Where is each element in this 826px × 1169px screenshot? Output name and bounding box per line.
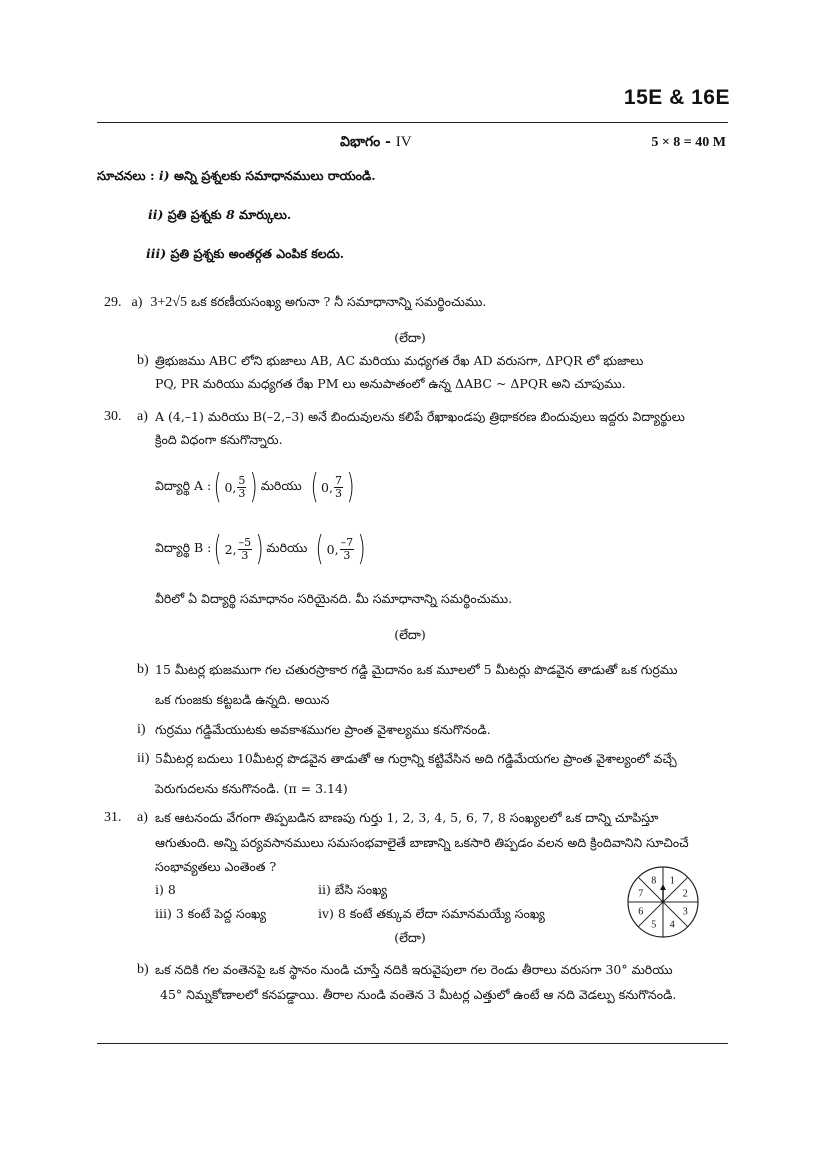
instruction-text: మార్కులు. [239, 207, 292, 222]
instruction-text: అన్ని ప్రశ్నలకు సమాధానములు రాయండి. [173, 168, 376, 183]
question-31-b-line2: 45° నిమ్నకోణాలలో కనపడ్డాయి. తీరాల నుండి వంతెన 3 మీటర్ల ఎత్తులో ఉంటే ఆ నది వెడల్పు కనుగొనండి. [160, 987, 677, 1002]
instruction-3 [146, 244, 344, 264]
point-x: 0, [224, 479, 237, 495]
student-b-label: విద్యార్థి B : [155, 539, 212, 555]
student-b-answer [155, 529, 368, 569]
question-30-a-line1: A (4,–1) మరియు B(–2,–3) అనే బిందువులను కలిపే రేఖాఖండపు త్రిథాకరణ బిందువులు ఇద్దరు విద్యార్థులు [155, 409, 685, 424]
question-29-b-line2: PQ, PR మరియు మధ్యగత రేఖ PM లు అనుపాతంలో ఉన్న ΔABC ~ ΔPQR అని చూపుము. [155, 376, 626, 391]
question-number: 31. [104, 810, 122, 825]
instructions-label: సూచనలు : [97, 168, 155, 183]
point-x: 0, [321, 479, 333, 495]
or-label: (లేదా) [394, 330, 426, 345]
question-30-b-line2: ఒక గుంజకు కట్టబడి ఉన్నది. అయిన [155, 692, 330, 707]
fraction [237, 475, 246, 500]
option-iv: iv) 8 కంటే తక్కువ లేదా సమానమయ్యే సంఖ్య [318, 906, 545, 921]
student-a-label: విద్యార్థి A : [155, 477, 212, 493]
point-1: ( 0, $\frac{5}{3}$ ) [213, 467, 259, 507]
part-label: a) [137, 810, 148, 825]
wheel-number: 4 [669, 919, 675, 931]
and-text: మరియు [260, 477, 302, 493]
wheel-number: 2 [682, 888, 688, 900]
instruction-marks: 8 [225, 207, 235, 222]
sub-label: i) [137, 722, 146, 737]
point-2: ( 0, $\frac{7}{3}$ ) [310, 467, 355, 507]
part-label: b) [137, 353, 149, 368]
bottom-divider [97, 1043, 728, 1044]
question-31-b-line1: ఒక నదికి గల వంతెనపై ఒక స్థానం నుండి చూస్తే నదికి ఇరువైపులా గల రెండు తీరాలు వరుసగా 30° మరియు [155, 962, 673, 977]
instruction-1 [97, 166, 376, 186]
part-label: a) [131, 295, 143, 310]
wheel-number: 3 [682, 906, 688, 918]
fraction [340, 537, 355, 562]
question-30-a-line3: వీరిలో ఏ విద్యార్థి సమాధానం సరియైనది. మీ సమాధానాన్ని సమర్థించుము. [155, 591, 513, 606]
wheel-number: 8 [651, 875, 657, 887]
question-31-a-line2: ఆగుతుంది. అన్ని పర్యవసానములు సమసంభవాలైతే బాణాన్ని ఒకసారి తిప్పడం వలన అది క్రిందివానిని సూచించే [155, 835, 689, 850]
instruction-2 [148, 205, 291, 225]
wheel-number: 5 [651, 919, 657, 931]
denominator: 3 [238, 486, 246, 500]
question-31-a-line1: ఒక ఆటనందు వేగంగా తిప్పబడిన బాణపు గుర్తు 1, 2, 3, 4, 5, 6, 7, 8 సంఖ్యలలో ఒక దాన్ని చూపిస్తూ [155, 810, 659, 825]
question-text: ఒక కరణీయసంఖ్య అగునా ? నీ సమాధానాన్ని సమర్థించుము. [190, 294, 487, 309]
section-title [340, 134, 412, 153]
question-number: 29. [104, 295, 122, 310]
question-30-a-line2: క్రింది విధంగా కనుగొన్నారు. [155, 432, 283, 447]
denominator: 3 [334, 486, 342, 500]
denominator: 3 [343, 548, 351, 562]
part-label: b) [137, 662, 149, 677]
wheel-number: 1 [669, 875, 675, 887]
or-label: (లేదా) [394, 930, 426, 945]
paper-code: 15E & 16E [623, 86, 730, 109]
question-31-a-line3: సంభావ్యతలు ఎంతెంత ? [155, 859, 277, 874]
section-marks: 5 × 8 = 40 M [651, 135, 726, 150]
section-title-text: విభాగం - [340, 134, 391, 150]
option-i: i) 8 [155, 882, 176, 897]
question-30-b-i: గుర్రము గడ్డిమేయుటకు అవకాశముగల ప్రాంత వైశాల్యము కనుగొనండి. [155, 722, 491, 737]
point-2: ( 0, $\frac{-7}{3}$ ) [316, 529, 366, 569]
student-a-answer [155, 467, 357, 507]
question-number: 30. [104, 409, 122, 424]
numerator: –5 [238, 535, 252, 549]
point-x: 0, [326, 541, 339, 557]
question-30-b-ii-line1: 5మీటర్ల బదులు 10మీటర్ల పొడవైన తాడుతో ఆ గుర్రాన్ని కట్టివేసిన అది గడ్డిమేయగల ప్రాంత వైశాల్యంలో వచ్చే [155, 751, 677, 766]
or-label: (లేదా) [394, 627, 426, 642]
numerator: 5 [238, 473, 246, 487]
point-1: ( 2, $\frac{-5}{3}$ ) [214, 529, 264, 569]
denominator: 3 [241, 548, 249, 562]
spinner-arrow-head [660, 884, 666, 890]
sub-label: ii) [137, 751, 150, 766]
question-30-b-line1: 15 మీటర్ల భుజముగా గల చతురస్రాకార గడ్డి మైదానం ఒక మూలలో 5 మీటర్లు పొడవైన తాడుతో ఒక గుర్రము [155, 662, 678, 677]
and-text: మరియు [266, 539, 308, 555]
instruction-num: i) [158, 168, 170, 183]
point-x: 2, [224, 541, 237, 557]
instruction-num: ii) [148, 207, 164, 222]
spinner-wheel [625, 864, 701, 940]
section-roman: IV [395, 134, 412, 150]
fraction [334, 475, 343, 500]
option-ii: ii) బేసి సంఖ్య [318, 882, 388, 897]
question-29-a [104, 292, 486, 313]
question-30-b-ii-line2: పెరుగుదలను కనుగొనండి. (π = 3.14) [155, 781, 348, 796]
part-label: b) [137, 962, 149, 977]
question-29-b-line1: త్రిభుజము ABC లోని భుజాలు AB, AC మరియు మధ్యగత రేఖ AD వరుసగా, ΔPQR లో భుజాలు [155, 353, 644, 368]
numerator: –7 [340, 535, 354, 549]
part-label: a) [137, 409, 148, 424]
math-expression: 3+2√5 [150, 295, 187, 310]
fraction [238, 537, 253, 562]
top-divider [97, 122, 728, 123]
instruction-text: ప్రతి ప్రశ్నకు [167, 207, 222, 222]
wheel-number: 6 [638, 906, 644, 918]
instruction-num: iii) [146, 246, 167, 261]
instruction-text: ప్రతి ప్రశ్నకు అంతర్గత ఎంపిక కలదు. [170, 246, 345, 261]
wheel-number: 7 [638, 888, 644, 900]
option-iii: iii) 3 కంటే పెద్ద సంఖ్య [155, 906, 267, 921]
numerator: 7 [334, 473, 342, 487]
